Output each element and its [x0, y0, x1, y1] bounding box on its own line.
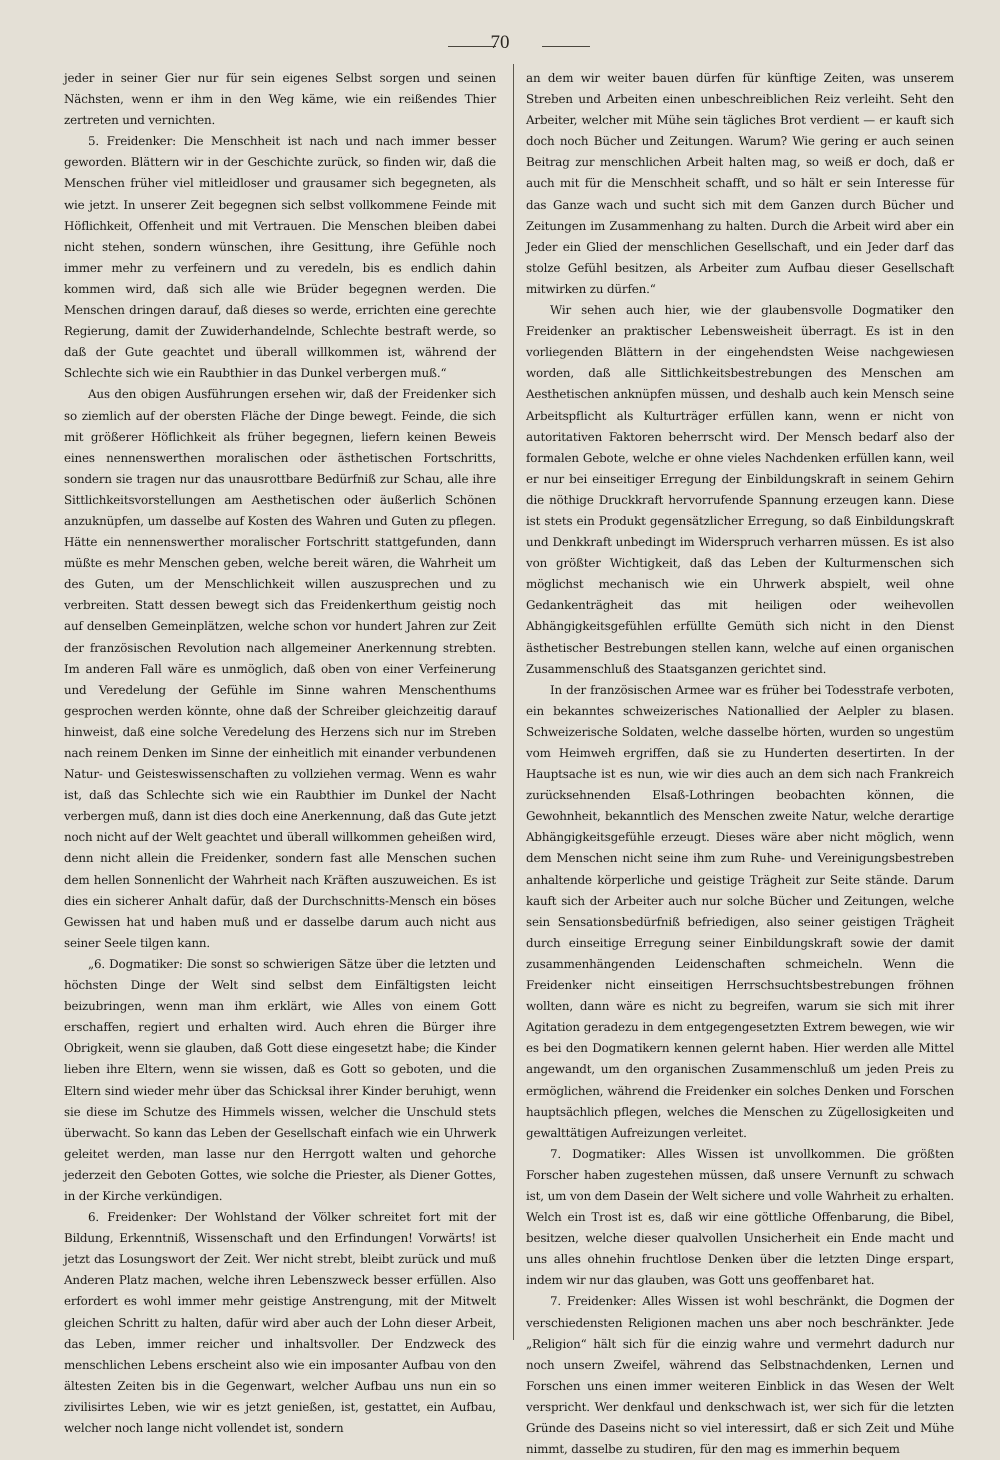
column-divider [513, 64, 514, 1340]
page-number: 70 [490, 32, 510, 53]
paragraph: jeder in seiner Gier nur für sein eigenes Selbst sorgen und seinen Nächsten, wenn er ihm in den Weg käme, wie ein reißendes Thier zertreten und vernichten. [64, 71, 496, 128]
right-column [526, 68, 954, 1460]
paragraph: „6. Dogmatiker: Die sonst so schwierigen Sätze über die letzten und höchsten Dinge der Welt sind selbst dem Einfältigsten leicht beizubringen, wenn man ihm erklärt, wie Alles von einem Gott erschaffen, regiert und erhalten wird. Auch ehren die Bürger ihre Obrigkeit, wenn sie glauben, daß Gott diese eingesetzt habe; die Kinder lieben ihre Eltern, wenn sie wissen, daß es Gott so geboten, und die Eltern sind wieder mehr über das Schicksal ihrer Kinder beruhigt, wenn sie diese im Schutze des Himmels wissen, welcher die Unschuld stets überwacht. So kann das Leben der Gesellschaft einfach wie ein Uhrwerk geleitet werden, man lasse nur den Herrgott walten und gehorche jederzeit den Geboten Gottes, wie solche die Priester, als Diener Gottes, in der Kirche verkündigen. [64, 956, 496, 1203]
paragraph: Wir sehen auch hier, wie der glaubensvolle Dogmatiker den Freidenker an praktischer Lebensweisheit überragt. Es ist in den vorliegenden Blättern in der eingehendsten Weise nachgewiesen worden, daß alle Sittlichkeitsbestrebungen des Menschen am Aesthetischen anknüpfen müssen, und deshalb auch kein Mensch seine Arbeitspflicht als Kulturträger erfüllen kann, wenn er nicht von autoritativen Faktoren beherrscht wird. Der Mensch bedarf also der formalen Gebote, welche er ohne vieles Nachdenken erfüllen kann, weil er nur bei einseitiger Erregung der Einbildungskraft in seinem Gehirn die nöthige Druckkraft hervorrufende Spannung erzeugen kann. Diese ist stets ein Produkt gegensätzlicher Erregung, so daß Einbildungskraft und Denkkraft unbedingt im Widerspruch verharren müssen. Es ist also von größter Wichtigkeit, daß das Leben der Kulturmenschen sich möglichst mechanisch wie ein Uhrwerk abspielt, weil ohne Gedankenträgheit das mit heiligen oder weihevollen Abhängigkeitsgefühlen erfüllte Gemüth sich nicht in den Dienst ästhetischer Bestrebungen stellen kann, welche auf einen organischen Zusammenschluß des Staatsganzen gerichtet sind. [526, 303, 954, 676]
paragraph: 7. Freidenker: Alles Wissen ist wohl beschränkt, die Dogmen der verschiedensten Religionen machen uns aber noch beschränkter. Jede „Religion“ hält sich für die einzig wahre und vermehrt dadurch nur noch unsern Zweifel, während das Selbstnachdenken, Lernen und Forschen uns einen immer weiteren Einblick in das Wesen der Welt verspricht. Wer denkfaul und denkschwach ist, wer sich für die letzten Gründe des Daseins nicht so viel interessirt, daß er sich Zeit und Mühe nimmt, dasselbe zu studiren, für den mag es immerhin bequem [526, 1294, 954, 1457]
paragraph: 6. Freidenker: Der Wohlstand der Völker schreitet fort mit der Bildung, Erkenntniß, Wissenschaft und den Erfindungen! Vorwärts! ist jetzt das Losungswort der Zeit. Wer nicht strebt, bleibt zurück und muß Anderen Platz machen, welche ihren Lebenszweck besser erfüllen. Also erfordert es wohl immer mehr geistige Anstrengung, mit der Mitwelt gleichen Schritt zu halten, dafür wird aber auch der Lohn dieser Arbeit, das Leben, immer reicher und inhaltsvoller. Der Endzweck des menschlichen Lebens erscheint also wie ein imposanter Aufbau von den ältesten Zeiten bis in die Gegenwart, welcher Aufbau uns nun ein so zivilisirtes Leben, wie wir es jetzt genießen, ist, gestattet, ein Aufbau, welcher noch lange nicht vollendet ist, sondern [64, 1210, 496, 1435]
paragraph: 7. Dogmatiker: Alles Wissen ist unvollkommen. Die größten Forscher haben zugestehen müssen, daß unsere Vernunft zu schwach ist, um von dem Dasein der Welt sichere und volle Wahrheit zu erhalten. Welch ein Trost ist es, daß wir eine göttliche Offenbarung, die Bibel, besitzen, welche dieser qualvollen Unsicherheit ein Ende macht und uns alles ohnehin fruchtlose Denken über die letzten Dinge erspart, indem wir nur das glauben, was Gott uns geoffenbaret hat. [526, 1146, 954, 1288]
left-column [64, 68, 496, 1439]
paragraph: an dem wir weiter bauen dürfen für künftige Zeiten, was unserem Streben und Arbeiten einen unbeschreiblichen Reiz verleiht. Seht den Arbeiter, welcher mit Mühe sein tägliches Brot verdient — er kauft sich doch noch Bücher und Zeitungen. Warum? Wie gering er auch seinen Beitrag zur menschlichen Arbeit halten mag, so weiß er doch, daß er auch mit für die Menschheit schafft, und so hält er sein Interesse für das Ganze wach und sucht sich mit dem Ganzen durch Bücher und Zeitungen im Zusammenhang zu halten. Durch die Arbeit wird aber ein Jeder ein Glied der menschlichen Gesellschaft, und ein Jeder darf das stolze Gefühl besitzen, als Arbeiter zum Aufbau dieser Gesellschaft mitwirken zu dürfen.“ [526, 71, 954, 296]
header-rule-right [542, 46, 590, 47]
paragraph: In der französischen Armee war es früher bei Todesstrafe verboten, ein bekanntes schweizerisches Nationallied der Aelpler zu blasen. Schweizerische Soldaten, welche dasselbe hörten, wurden so ungestüm vom Heimweh ergriffen, daß sie zu Hunderten desertirten. In der Hauptsache ist es nun, wie wir dies auch an dem sich nach Frankreich zurücksehnenden Elsaß-Lothringen beobachten können, die Gewohnheit, bekanntlich des Menschen zweite Natur, welche derartige Abhängigkeitsgefühle erzeugt. Dieses wäre aber nicht möglich, wenn dem Menschen nicht seine ihm zum Ruhe- und Vereinigungsbestreben anhaltende körperliche und geistige Trägheit zur Seite stände. Darum kauft sich der Arbeiter auch nur solche Bücher und Zeitungen, welche sein Sensationsbedürfniß befriedigen, also seiner geistigen Trägheit durch einseitige Erregung seiner Einbildungskraft sowie der damit zusammenhängenden Leidenschaften schmeicheln. Wenn die Freidenker nicht einseitigen Herrschsuchtsbestrebungen fröhnen wollten, dann wäre es nicht zu begreifen, warum sie sich mit ihrer Agitation geradezu in dem entgegengesetzten Extrem bewegen, wie wir es bei den Dogmatikern kennen gelernt haben. Hier werden alle Mittel angewandt, um den organischen Zusammenschluß um jeden Preis zu ermöglichen, während die Freidenker ein solches Denken und Forschen hauptsächlich pflegen, welches die Menschen zu Zügellosigkeiten und gewalttätigen Aufreizungen verleitet. [526, 682, 954, 1140]
paragraph: Aus den obigen Ausführungen ersehen wir, daß der Freidenker sich so ziemlich auf der obersten Fläche der Dinge bewegt. Feinde, die sich mit größerer Höflichkeit als früher begegnen, liefern keinen Beweis eines nennenswerthen moralischen oder ästhetischen Fortschritts, sondern sie tragen nur das unausrottbare Bedürfniß zur Schau, alle ihre Sittlichkeitsvorstellungen am Aesthetischen oder äußerlich Schönen anzuknüpfen, um dasselbe auf Kosten des Wahren und Guten zu pflegen. Hätte ein nennenswerther moralischer Fortschritt stattgefunden, dann müßte es mehr Menschen geben, welche bereit wären, die Wahrheit um des Guten, um der Menschlichkeit willen auszusprechen und zu verbreiten. Statt dessen bewegt sich das Freidenkerthum geistig noch auf denselben Gemeinplätzen, welche schon vor hundert Jahren zur Zeit der französischen Revolution nach allgemeiner Anerkennung strebten. Im anderen Fall wäre es unmöglich, daß oben von einer Verfeinerung und Veredelung der Gefühle im Sinne wahren Menschenthums gesprochen werden könnte, ohne daß der Schreiber gleichzeitig darauf hinweist, daß eine solche Veredelung des Herzens sich nur im Streben nach reinem Denken im Sinne der einheitlich mit einander verbundenen Natur- und Geisteswissenschaften zu vollziehen vermag. Wenn es wahr ist, daß das Schlechte sich wie ein Raubthier im Dunkel der Nacht verbergen muß, dann ist dies doch eine Anerkennung, daß das Gute jetzt noch nicht auf der Welt geachtet und überall willkommen geheißen wird, denn nicht allein die Freidenker, sondern fast alle Menschen suchen dem hellen Sonnenlicht der Wahrheit nach Kräften auszuweichen. Es ist dies ein sicherer Anhalt dafür, daß der Durchschnitts-Mensch ein böses Gewissen hat und haben muß und er dasselbe darum auch nicht aus seiner Seele tilgen kann. [64, 387, 496, 950]
paragraph: 5. Freidenker: Die Menschheit ist nach und nach immer besser geworden. Blättern wir in der Geschichte zurück, so finden wir, daß die Menschen früher viel mitleidloser und grausamer sich begegneten, als wie jetzt. In unserer Zeit begegnen sich selbst vollkommene Feinde mit Höflichkeit, Offenheit und mit Vertrauen. Die Menschen bleiben dabei nicht stehen, sondern wünschen, ihre Gesittung, ihre Gefühle noch immer mehr zu verfeinern und zu veredeln, bis es endlich dahin kommen wird, daß sich alle wie Brüder begegnen werden. Die Menschen dringen darauf, daß dieses so werde, errichten eine gerechte Regierung, damit der Zuwiderhandelnde, Schlechte bestraft werde, so daß der Gute geachtet und überall willkommen ist, während der Schlechte sich wie ein Raubthier in das Dunkel verbergen muß.“ [64, 134, 496, 381]
